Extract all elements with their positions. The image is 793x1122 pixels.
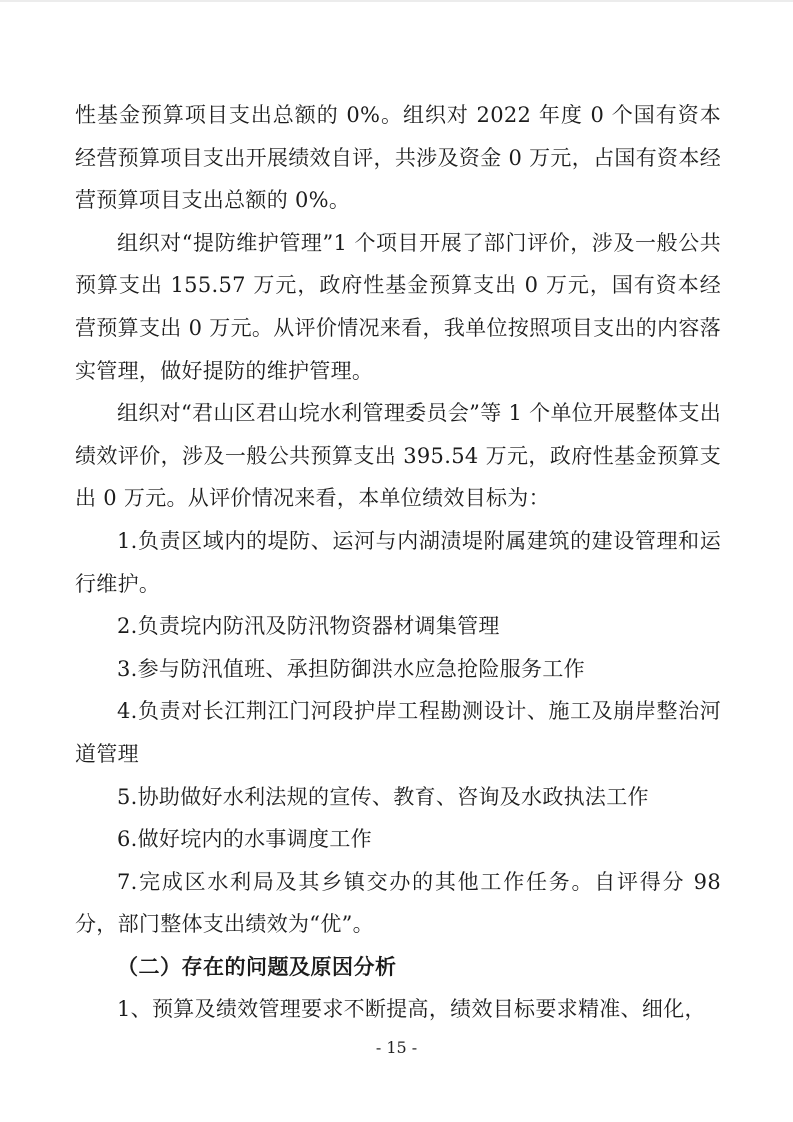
goal-item-5: 5.协助做好水利法规的宣传、教育、咨询及水政执法工作 [117,784,649,809]
goal-item-1: 1.负责区域内的堤防、运河与内湖渍堤附属建筑的建设管理和运行维护。 [75,528,721,596]
section-heading-problems-analysis: （二）存在的问题及原因分析 [117,954,397,979]
page-top-edge [0,0,793,2]
goal-item-3: 3.参与防汛值班、承担防御洪水应急抢险服务工作 [117,656,585,681]
page-number: - 15 - [375,1038,418,1057]
para-dept-project-evaluation: 组织对“提防维护管理”1 个项目开展了部门评价，涉及一般公共预算支出 155.57 万元，政府性基金预算支出 0 万元，国有资本经营预算支出 0 万元。从评价情况来看，我单位按照项目支出的内容落实管理，做好提防的维护管理。 [75,230,721,383]
para-overall-expenditure-evaluation: 组织对“君山区君山垸水利管理委员会”等 1 个单位开展整体支出绩效评价，涉及一般公共预算支出 395.54 万元，政府性基金预算支出 0 万元。从评价情况来看，本单位绩效目标为： [75,401,721,511]
goal-item-7: 7.完成区水利局及其乡镇交办的其他工作任务。自评得分 98 分，部门整体支出绩效为“优”。 [75,869,721,937]
goal-item-2: 2.负责垸内防汛及防汛物资器材调集管理 [117,614,500,639]
issue-item-1: 1、预算及绩效管理要求不断提高，绩效目标要求精准、细化， [117,997,706,1022]
para-gov-capital-budget-continuation: 性基金预算项目支出总额的 0%。组织对 2022 年度 0 个国有资本经营预算项目支出开展绩效自评，共涉及资金 0 万元，占国有资本经营预算项目支出总额的 0%。 [75,103,721,213]
goal-item-4: 4.负责对长江荆江门河段护岸工程勘测设计、施工及崩岸整治河道管理 [75,699,721,766]
document-body [75,94,721,1031]
goal-item-6: 6.做好垸内的水事调度工作 [117,827,372,852]
